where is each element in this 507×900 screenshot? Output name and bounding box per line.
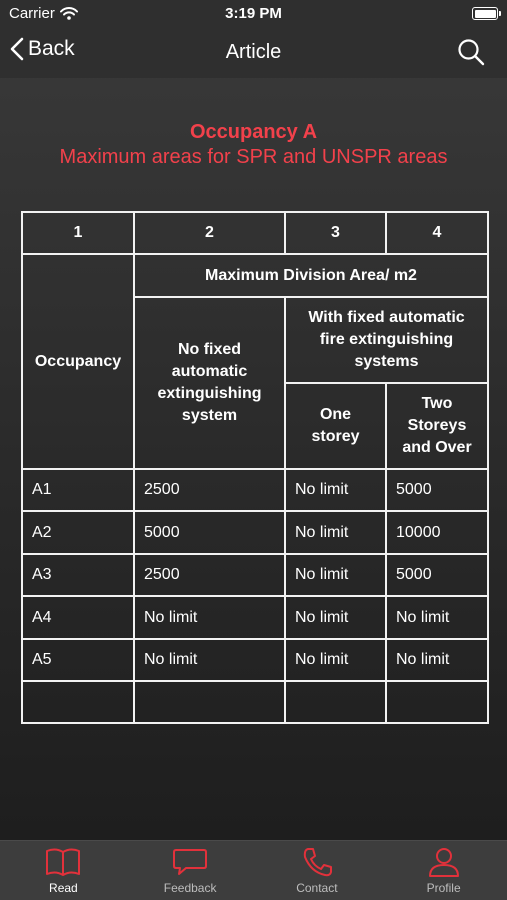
tab-bar (0, 840, 507, 900)
one-storey-cell: No limit (285, 511, 386, 554)
one-storey-cell (285, 681, 386, 723)
article-heading (0, 120, 507, 170)
tab-profile[interactable] (380, 841, 507, 900)
article-subtitle: Maximum areas for SPR and UNSPR areas (59, 146, 448, 168)
no-fixed-cell: No limit (134, 596, 285, 639)
occupancy-table (21, 211, 489, 724)
phone-icon (299, 847, 335, 877)
tab-contact[interactable] (254, 841, 381, 900)
with-fixed-system-header: With fixed automatic fire extinguishing systems (285, 297, 488, 383)
no-fixed-system-header: No fixed automatic extinguishing system (134, 297, 285, 469)
nav-bar (0, 28, 507, 78)
table-row (22, 469, 488, 511)
column-number: 4 (386, 212, 488, 254)
tab-read[interactable] (0, 841, 127, 900)
search-icon (457, 38, 485, 66)
occupancy-cell: A3 (22, 554, 134, 596)
two-storeys-cell: 5000 (386, 469, 488, 511)
table-row (22, 639, 488, 681)
two-storeys-cell: No limit (386, 639, 488, 681)
header-row (22, 254, 488, 297)
occupancy-cell: A2 (22, 511, 134, 554)
table-row (22, 554, 488, 596)
user-icon (426, 847, 462, 877)
two-storeys-cell: 10000 (386, 511, 488, 554)
occupancy-cell: A1 (22, 469, 134, 511)
occupancy-cell: A5 (22, 639, 134, 681)
column-number: 2 (134, 212, 285, 254)
book-icon (45, 847, 81, 877)
table-row (22, 681, 488, 723)
tab-label: Feedback (163, 881, 217, 895)
no-fixed-cell (134, 681, 285, 723)
occupancy-cell: A4 (22, 596, 134, 639)
no-fixed-cell: 5000 (134, 511, 285, 554)
one-storey-cell: No limit (285, 596, 386, 639)
two-storeys-header: Two Storeys and Over (386, 383, 488, 469)
battery-icon (472, 7, 498, 20)
one-storey-cell: No limit (285, 469, 386, 511)
page-title: Article (225, 41, 282, 63)
tab-label: Read (49, 881, 78, 895)
tab-label: Contact (296, 881, 338, 895)
table-row (22, 596, 488, 639)
article-title: Occupancy A (189, 121, 318, 143)
table-row (22, 511, 488, 554)
one-storey-cell: No limit (285, 554, 386, 596)
tab-label: Profile (426, 881, 461, 895)
search-button[interactable] (457, 38, 485, 71)
status-time: 3:19 PM (225, 5, 282, 22)
column-number: 1 (22, 212, 134, 254)
two-storeys-cell: No limit (386, 596, 488, 639)
column-number: 3 (285, 212, 386, 254)
occupancy-cell (22, 681, 134, 723)
one-storey-cell: No limit (285, 639, 386, 681)
no-fixed-cell: 2500 (134, 469, 285, 511)
one-storey-header: One storey (285, 383, 386, 469)
status-bar (0, 0, 507, 28)
no-fixed-cell: No limit (134, 639, 285, 681)
tab-feedback[interactable] (127, 841, 254, 900)
occupancy-header: Occupancy (22, 254, 134, 469)
carrier-label: Carrier (9, 5, 55, 22)
column-number-row (22, 212, 488, 254)
back-label: Back (28, 37, 75, 60)
speech-bubble-icon (172, 847, 208, 877)
no-fixed-cell: 2500 (134, 554, 285, 596)
two-storeys-cell (386, 681, 488, 723)
two-storeys-cell: 5000 (386, 554, 488, 596)
max-area-header: Maximum Division Area/ m2 (134, 254, 488, 297)
